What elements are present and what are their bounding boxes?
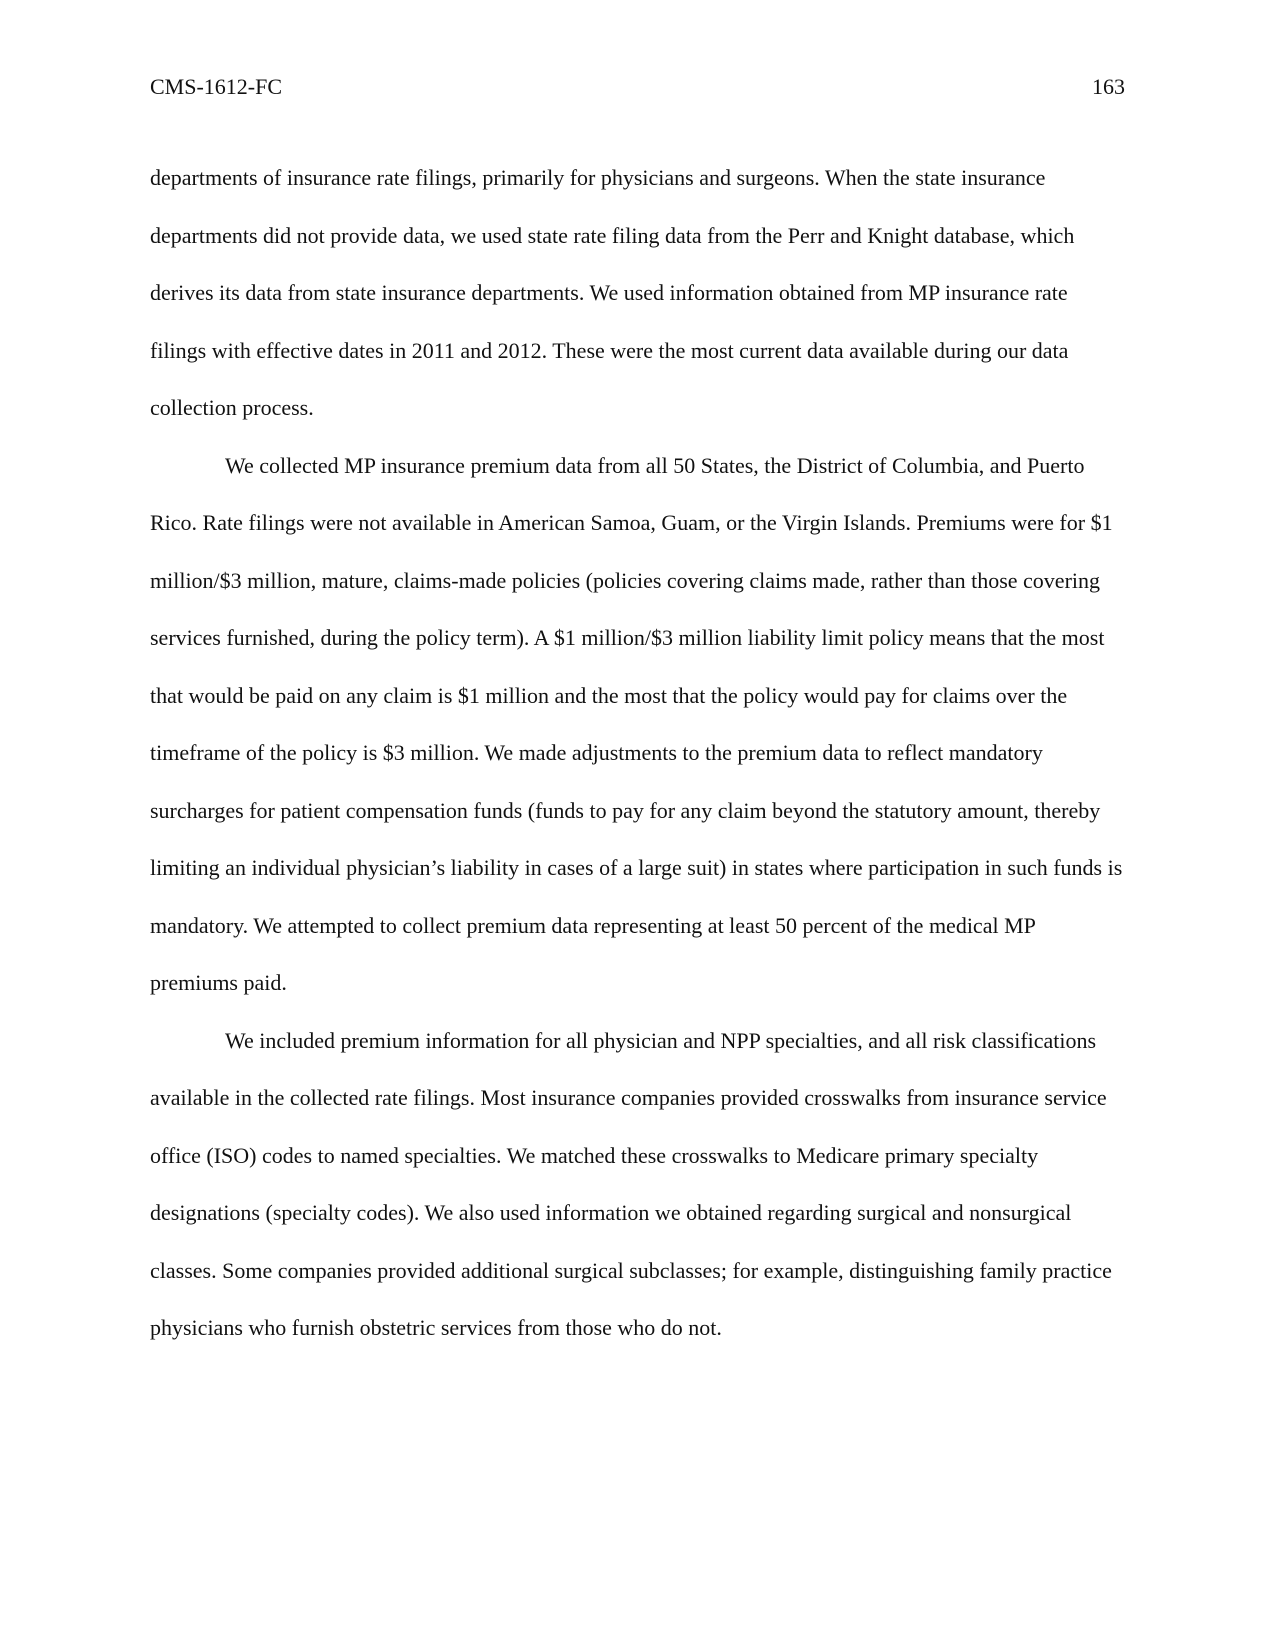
body-text	[150, 149, 1125, 1357]
page-number: 163	[1092, 74, 1125, 99]
paragraph-specialties: We included premium information for all physician and NPP specialties, and all risk classifications available in the collected rate filings. Most insurance companies provided crosswalks from insurance service office (ISO) codes to named specialties. We matched these crosswalks to Medicare primary specialty designations (specialty codes). We also used information we obtained regarding surgical and nonsurgical classes. Some companies provided additional surgical subclasses; for example, distinguishing family practice physicians who furnish obstetric services from those who do not.	[150, 1027, 1112, 1340]
paragraph-continued: departments of insurance rate filings, primarily for physicians and surgeons. When the state insurance departments did not provide data, we used state rate filing data from the Perr and Knight database, which derives its data from state insurance departments. We used information obtained from MP insurance rate filings with effective dates in 2011 and 2012. These were the most current data available during our data collection process.	[150, 165, 1075, 420]
paragraph-premium-data: We collected MP insurance premium data from all 50 States, the District of Columbia, and Puerto Rico. Rate filings were not available in American Samoa, Guam, or the Virgin Islands. Premiums were for $1 million/$3 million, mature, claims-made policies (policies covering claims made, rather than those covering services furnished, during the policy term). A $1 million/$3 million liability limit policy means that the most that would be paid on any claim is $1 million and the most that the policy would pay for claims over the timeframe of the policy is $3 million. We made adjustments to the premium data to reflect mandatory surcharges for patient compensation funds (funds to pay for any claim beyond the statutory amount, thereby limiting an individual physician’s liability in cases of a large suit) in states where participation in such funds is mandatory. We attempted to collect premium data representing at least 50 percent of the medical MP premiums paid.	[150, 452, 1123, 995]
document-id: CMS-1612-FC	[150, 74, 283, 99]
